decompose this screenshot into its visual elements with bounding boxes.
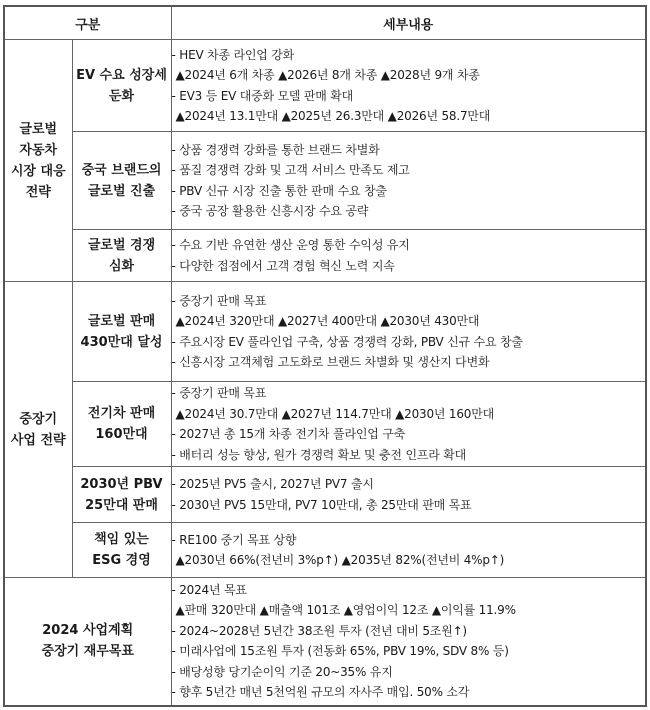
category-line: 시장 대응 (10, 163, 66, 179)
detail-cell (171, 40, 646, 132)
category-line: 자동차 (19, 142, 58, 158)
subcategory-line: ESG 경영 (92, 553, 151, 568)
strategy-table (3, 5, 647, 707)
table-row (4, 132, 646, 230)
header-row (4, 6, 646, 40)
detail-line: ▲2030년 66%(전년비 3%p↑) ▲2035년 82%(전년비 4%p↑) (175, 553, 505, 567)
category-line: 중장기 재무목표 (41, 644, 134, 660)
category-2024-financial-goals (4, 578, 171, 706)
detail-cell (171, 467, 646, 523)
subcategory-ev-sales (72, 382, 171, 467)
category-midlong-strategy (4, 282, 72, 578)
subcategory-ev-demand (72, 40, 171, 132)
detail-line: - 상품 경쟁력 강화를 통한 브랜드 차별화 (171, 142, 380, 157)
detail-line: - 다양한 접점에서 고객 경험 혁신 노력 지속 (171, 258, 395, 273)
category-line: 2024 사업계획 (42, 623, 134, 639)
subcategory-line: 2030년 PBV (80, 476, 163, 492)
subcategory-china-brands (72, 132, 171, 230)
detail-cell (171, 578, 646, 706)
category-line: 사업 전략 (10, 432, 66, 448)
detail-line: - 수요 기반 유연한 생산 운영 통한 수익성 유지 (171, 238, 410, 252)
detail-line: ▲2024년 30.7만대 ▲2027년 114.7만대 ▲2030년 160만대 (175, 406, 494, 421)
detail-line: - 2024~2028년 5년간 38조원 투자 (전년 대비 5조원↑) (171, 623, 467, 638)
subcategory-global-sales (72, 282, 171, 382)
header-detail: 세부내용 (171, 6, 646, 40)
detail-line: ▲2024년 6개 차종 ▲2026년 8개 차종 ▲2028년 9개 차종 (175, 68, 480, 82)
table-row (4, 282, 646, 382)
detail-line: - 주요시장 EV 풀라인업 구축, 상품 경쟁력 강화, PBV 신규 수요 창출 (171, 334, 523, 349)
detail-line: - 배터리 성능 향상, 원가 경쟁력 확보 및 충전 인프라 확대 (171, 447, 467, 462)
detail-line: - 2025년 PV5 출시, 2027년 PV7 출시 (171, 477, 374, 491)
detail-cell (171, 282, 646, 382)
detail-line: - PBV 신규 시장 진출 통한 판매 수요 창출 (171, 183, 387, 198)
detail-line: - 향후 5년간 매년 5천억원 규모의 자사주 매입. 50% 소각 (171, 685, 470, 700)
detail-line: ▲2024년 13.1만대 ▲2025년 26.3만대 ▲2026년 58.7만대 (175, 109, 491, 123)
table-row (4, 230, 646, 282)
subcategory-global-competition (72, 230, 171, 282)
detail-line: - 2027년 총 15개 차종 전기차 풀라인업 구축 (171, 427, 406, 441)
detail-line: - HEV 차종 라인업 강화 (171, 47, 295, 62)
subcategory-line: 160만대 (95, 427, 148, 442)
category-line: 글로벌 (19, 121, 58, 137)
category-line: 중장기 (19, 411, 58, 427)
table-row (4, 578, 646, 706)
detail-line: - EV3 등 EV 대중화 모델 판매 확대 (171, 88, 354, 103)
subcategory-line: 둔화 (108, 88, 135, 104)
detail-line: - RE100 중기 목표 상향 (171, 532, 297, 547)
detail-line: ▲2024년 320만대 ▲2027년 400만대 ▲2030년 430만대 (175, 314, 480, 328)
detail-line: - 미래사업에 15조원 투자 (전동화 65%, PBV 19%, SDV 8% 등) (171, 644, 509, 659)
category-line: 전략 (25, 184, 51, 200)
detail-line: - 품질 경쟁력 강화 및 고객 서비스 만족도 제고 (171, 163, 410, 177)
subcategory-line: 글로벌 판매 (87, 313, 156, 329)
subcategory-line: 책임 있는 (94, 532, 149, 547)
subcategory-line: EV 수요 성장세 (76, 67, 167, 83)
detail-line: - 2024년 목표 (171, 582, 247, 597)
table-row (4, 467, 646, 523)
subcategory-line: 25만대 판매 (85, 497, 158, 513)
detail-line: - 신흥시장 고객체험 고도화로 브랜드 차별화 및 생산지 다변화 (171, 355, 490, 369)
subcategory-line: 430만대 달성 (80, 334, 163, 350)
table-row (4, 382, 646, 467)
table-row (4, 40, 646, 132)
detail-line: - 중국 공장 활용한 신흥시장 수요 공략 (171, 204, 369, 218)
table-row (4, 523, 646, 578)
detail-cell (171, 230, 646, 282)
detail-line: - 2030년 PV5 15만대, PV7 10만대, 총 25만대 판매 목표 (171, 497, 472, 512)
subcategory-line: 글로벌 경쟁 (87, 237, 156, 253)
detail-cell (171, 382, 646, 467)
subcategory-esg (72, 523, 171, 578)
subcategory-line: 중국 브랜드의 (81, 162, 162, 178)
detail-line: - 중장기 판매 목표 (171, 386, 267, 400)
detail-cell (171, 132, 646, 230)
detail-line: ▲판매 320만대 ▲매출액 101조 ▲영업이익 12조 ▲이익률 11.9% (175, 603, 516, 618)
detail-cell (171, 523, 646, 578)
detail-line: - 배당성향 당기순이익 기준 20~35% 유지 (171, 664, 393, 679)
subcategory-line: 심화 (108, 258, 135, 274)
subcategory-line: 글로벌 진출 (87, 183, 156, 199)
subcategory-line: 전기차 판매 (87, 406, 156, 421)
subcategory-pbv-sales (72, 467, 171, 523)
detail-line: - 중장기 판매 목표 (171, 293, 267, 308)
header-category: 구분 (4, 6, 171, 40)
category-global-market (4, 40, 72, 282)
